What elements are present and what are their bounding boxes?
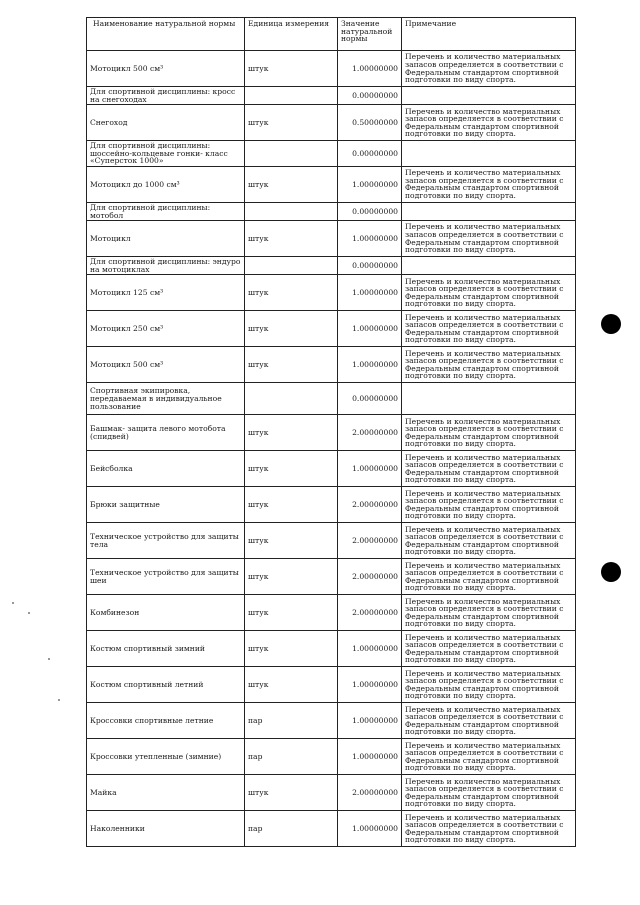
cell-value: 2.00000000: [338, 595, 402, 631]
cell-name: Мотоцикл 500 см³: [87, 51, 245, 87]
cell-name: Майка: [87, 775, 245, 811]
header-name: Наименование натуральной нормы: [87, 18, 245, 51]
cell-value: 2.00000000: [338, 487, 402, 523]
cell-note: [402, 141, 576, 167]
header-value: Значение натуральной нормы: [338, 18, 402, 51]
cell-note: Перечень и количество материальных запасов определяется в соответствии с Федеральным стандартом спортивной подготовки по виду спорта.: [402, 523, 576, 559]
cell-value: 2.00000000: [338, 415, 402, 451]
cell-note: Перечень и количество материальных запасов определяется в соответствии с Федеральным стандартом спортивной подготовки по виду спорта.: [402, 487, 576, 523]
cell-note: [402, 257, 576, 275]
table-row: [87, 631, 576, 667]
cell-value: 1.00000000: [338, 311, 402, 347]
cell-value: 0.00000000: [338, 87, 402, 105]
cell-note: [402, 202, 576, 220]
cell-unit: пар: [245, 703, 338, 739]
table-row: [87, 739, 576, 775]
cell-value: 2.00000000: [338, 559, 402, 595]
cell-value: 1.00000000: [338, 631, 402, 667]
cell-value: 2.00000000: [338, 775, 402, 811]
cell-name: Брюки защитные: [87, 487, 245, 523]
cell-name: Техническое устройство для защиты тела: [87, 523, 245, 559]
cell-name: Для спортивной дисциплины: эндуро на мотоциклах: [87, 257, 245, 275]
cell-unit: [245, 383, 338, 415]
cell-unit: штук: [245, 415, 338, 451]
cell-unit: штук: [245, 595, 338, 631]
cell-note: Перечень и количество материальных запасов определяется в соответствии с Федеральным стандартом спортивной подготовки по виду спорта.: [402, 739, 576, 775]
cell-value: 1.00000000: [338, 703, 402, 739]
cell-value: 0.00000000: [338, 383, 402, 415]
table-row: [87, 202, 576, 220]
cell-unit: штук: [245, 631, 338, 667]
cell-unit: [245, 141, 338, 167]
cell-note: Перечень и количество материальных запасов определяется в соответствии с Федеральным стандартом спортивной подготовки по виду спорта.: [402, 275, 576, 311]
cell-value: 1.00000000: [338, 51, 402, 87]
cell-name: Для спортивной дисциплины: мотобол: [87, 202, 245, 220]
cell-note: Перечень и количество материальных запасов определяется в соответствии с Федеральным стандартом спортивной подготовки по виду спорта.: [402, 451, 576, 487]
cell-value: 1.00000000: [338, 739, 402, 775]
table-row: [87, 275, 576, 311]
cell-note: Перечень и количество материальных запасов определяется в соответствии с Федеральным стандартом спортивной подготовки по виду спорта.: [402, 667, 576, 703]
cell-value: 0.00000000: [338, 257, 402, 275]
table-row: [87, 487, 576, 523]
table-row: [87, 141, 576, 167]
table-row: [87, 667, 576, 703]
cell-unit: штук: [245, 166, 338, 202]
table-row: [87, 105, 576, 141]
table-row: [87, 451, 576, 487]
cell-name: Комбинезон: [87, 595, 245, 631]
cell-unit: штук: [245, 487, 338, 523]
cell-name: Кроссовки утепленные (зимние): [87, 739, 245, 775]
table-row: [87, 703, 576, 739]
cell-unit: штук: [245, 775, 338, 811]
table-row: [87, 383, 576, 415]
cell-note: Перечень и количество материальных запасов определяется в соответствии с Федеральным стандартом спортивной подготовки по виду спорта.: [402, 166, 576, 202]
cell-note: Перечень и количество материальных запасов определяется в соответствии с Федеральным стандартом спортивной подготовки по виду спорта.: [402, 51, 576, 87]
cell-name: Мотоцикл 250 см³: [87, 311, 245, 347]
cell-name: Снегоход: [87, 105, 245, 141]
table-header-row: [87, 18, 576, 51]
table-row: [87, 523, 576, 559]
table-row: [87, 559, 576, 595]
cell-value: 0.50000000: [338, 105, 402, 141]
cell-value: 1.00000000: [338, 275, 402, 311]
cell-unit: штук: [245, 667, 338, 703]
cell-name: Мотоцикл 125 см³: [87, 275, 245, 311]
cell-value: 1.00000000: [338, 166, 402, 202]
table-row: [87, 347, 576, 383]
table-row: [87, 51, 576, 87]
cell-unit: [245, 202, 338, 220]
cell-name: Мотоцикл: [87, 221, 245, 257]
cell-note: Перечень и количество материальных запасов определяется в соответствии с Федеральным стандартом спортивной подготовки по виду спорта.: [402, 221, 576, 257]
cell-name: Костюм спортивный зимний: [87, 631, 245, 667]
cell-unit: [245, 257, 338, 275]
norms-table: [86, 17, 576, 847]
table-row: [87, 311, 576, 347]
cell-name: Для спортивной дисциплины: шоссейно-кольцевые гонки- класс «Суперсток 1000»: [87, 141, 245, 167]
cell-name: Костюм спортивный летний: [87, 667, 245, 703]
table-row: [87, 811, 576, 847]
cell-note: Перечень и количество материальных запасов определяется в соответствии с Федеральным стандартом спортивной подготовки по виду спорта.: [402, 559, 576, 595]
cell-unit: штук: [245, 451, 338, 487]
header-note: Примечание: [402, 18, 576, 51]
cell-unit: штук: [245, 559, 338, 595]
cell-value: 2.00000000: [338, 523, 402, 559]
cell-value: 0.00000000: [338, 202, 402, 220]
cell-value: 0.00000000: [338, 141, 402, 167]
cell-value: 1.00000000: [338, 347, 402, 383]
scan-speck: [48, 658, 50, 660]
cell-unit: пар: [245, 739, 338, 775]
cell-value: 1.00000000: [338, 667, 402, 703]
cell-note: [402, 87, 576, 105]
scan-speck: [12, 602, 14, 604]
cell-unit: штук: [245, 275, 338, 311]
cell-note: [402, 383, 576, 415]
punch-hole-upper: [601, 314, 621, 334]
cell-note: Перечень и количество материальных запасов определяется в соответствии с Федеральным стандартом спортивной подготовки по виду спорта.: [402, 631, 576, 667]
cell-value: 1.00000000: [338, 221, 402, 257]
table-row: [87, 166, 576, 202]
cell-unit: штук: [245, 221, 338, 257]
cell-note: Перечень и количество материальных запасов определяется в соответствии с Федеральным стандартом спортивной подготовки по виду спорта.: [402, 595, 576, 631]
table-row: [87, 775, 576, 811]
cell-value: 1.00000000: [338, 451, 402, 487]
table-body: [87, 51, 576, 847]
cell-name: Башмак- защита левого мотобота (спидвей): [87, 415, 245, 451]
cell-note: Перечень и количество материальных запасов определяется в соответствии с Федеральным стандартом спортивной подготовки по виду спорта.: [402, 311, 576, 347]
cell-note: Перечень и количество материальных запасов определяется в соответствии с Федеральным стандартом спортивной подготовки по виду спорта.: [402, 703, 576, 739]
cell-note: Перечень и количество материальных запасов определяется в соответствии с Федеральным стандартом спортивной подготовки по виду спорта.: [402, 775, 576, 811]
cell-name: Бейсболка: [87, 451, 245, 487]
table-row: [87, 595, 576, 631]
cell-unit: штук: [245, 105, 338, 141]
cell-unit: пар: [245, 811, 338, 847]
cell-note: Перечень и количество материальных запасов определяется в соответствии с Федеральным стандартом спортивной подготовки по виду спорта.: [402, 811, 576, 847]
cell-name: Мотоцикл до 1000 см³: [87, 166, 245, 202]
cell-note: Перечень и количество материальных запасов определяется в соответствии с Федеральным стандартом спортивной подготовки по виду спорта.: [402, 347, 576, 383]
cell-note: Перечень и количество материальных запасов определяется в соответствии с Федеральным стандартом спортивной подготовки по виду спорта.: [402, 105, 576, 141]
cell-name: Наколенники: [87, 811, 245, 847]
header-unit: Единица измерения: [245, 18, 338, 51]
table-row: [87, 221, 576, 257]
table-row: [87, 257, 576, 275]
cell-unit: штук: [245, 51, 338, 87]
cell-note: Перечень и количество материальных запасов определяется в соответствии с Федеральным стандартом спортивной подготовки по виду спорта.: [402, 415, 576, 451]
cell-name: Мотоцикл 500 см³: [87, 347, 245, 383]
cell-unit: штук: [245, 311, 338, 347]
cell-name: Кроссовки спортивные летние: [87, 703, 245, 739]
cell-unit: штук: [245, 523, 338, 559]
scan-speck: [58, 699, 60, 701]
cell-unit: [245, 87, 338, 105]
cell-name: Спортивная экипировка, передаваемая в индивидуальное пользование: [87, 383, 245, 415]
cell-value: 1.00000000: [338, 811, 402, 847]
cell-name: Техническое устройство для защиты шеи: [87, 559, 245, 595]
punch-hole-lower: [601, 562, 621, 582]
scan-speck: [28, 612, 30, 614]
table-row: [87, 415, 576, 451]
table-row: [87, 87, 576, 105]
cell-name: Для спортивной дисциплины: кросс на снегоходах: [87, 87, 245, 105]
cell-unit: штук: [245, 347, 338, 383]
